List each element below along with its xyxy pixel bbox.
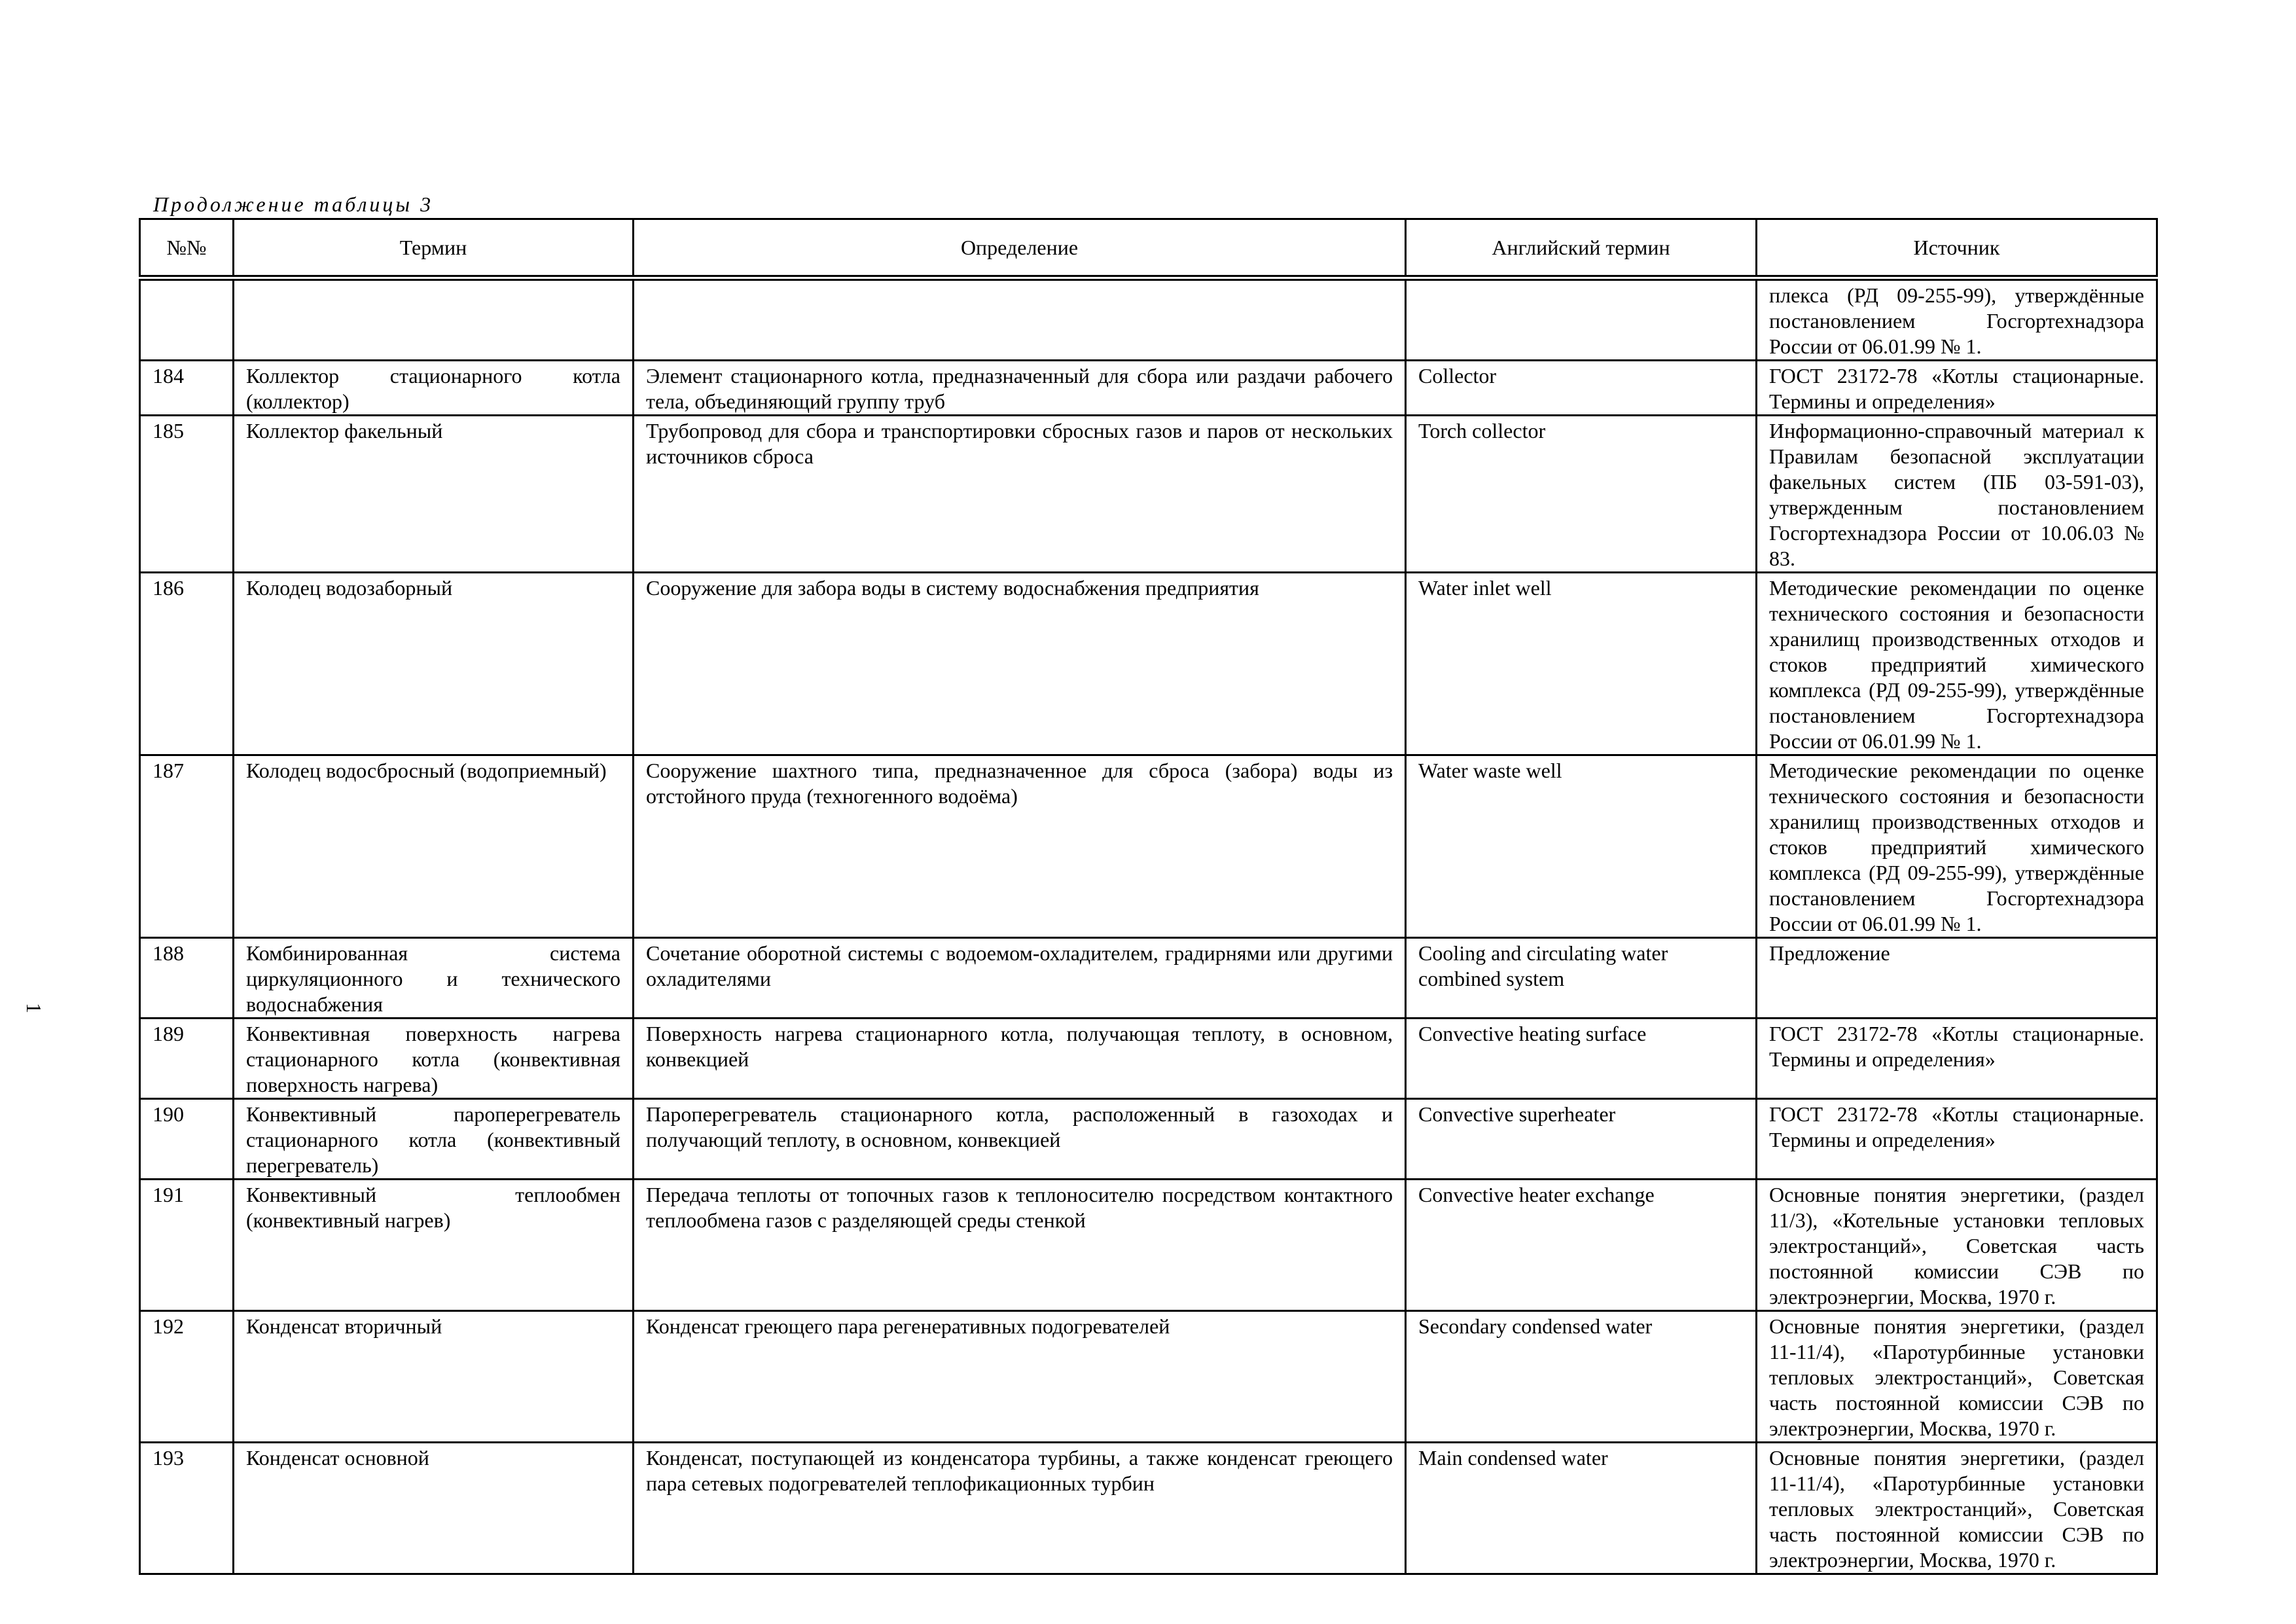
row-source: Методические рекомендации по оценке технического состояния и безопасности хранилищ производственных отходов и стоков предприятий химического комплекса (РД 09-255-99), утверждённые постановлением Госгортехнадзора России от 06.01.99 № 1. — [1757, 573, 2157, 755]
table-row — [140, 416, 2157, 573]
row-definition: Элемент стационарного котла, предназначенный для сбора или раздачи рабочего тела, объединяющий группу труб — [634, 361, 1406, 416]
row-english-term: Secondary condensed water — [1406, 1311, 1757, 1443]
table-row — [140, 573, 2157, 755]
row-definition: Поверхность нагрева стационарного котла, получающая теплоту, в основном, конвекцией — [634, 1019, 1406, 1099]
row-definition: Конденсат греющего пара регенеративных подогревателей — [634, 1311, 1406, 1443]
row-number: 188 — [140, 938, 234, 1019]
row-definition: Конденсат, поступающей из конденсатора турбины, а также конденсат греющего пара сетевых подогревателей теплофикационных турбин — [634, 1443, 1406, 1574]
row-source: плекса (РД 09-255-99), утверждённые постановлением Госгортехнадзора России от 06.01.99 № 1. — [1757, 278, 2157, 361]
row-number: 184 — [140, 361, 234, 416]
row-number: 192 — [140, 1311, 234, 1443]
row-definition: Сооружение шахтного типа, предназначенное для сброса (забора) воды из отстойного пруда (техногенного водоёма) — [634, 755, 1406, 938]
row-number: 190 — [140, 1099, 234, 1180]
row-definition: Сочетание оборотной системы с водоемом-охладителем, градирнями или другими охладителями — [634, 938, 1406, 1019]
row-term: Комбинированная система циркуляционного и технического водоснабжения — [234, 938, 634, 1019]
header-source: Источник — [1757, 219, 2157, 278]
row-term: Конвективный теплообмен (конвективный нагрев) — [234, 1180, 634, 1311]
row-source: Предложение — [1757, 938, 2157, 1019]
row-term — [234, 278, 634, 361]
row-english-term — [1406, 278, 1757, 361]
table-row — [140, 1099, 2157, 1180]
table-row — [140, 361, 2157, 416]
row-source: ГОСТ 23172-78 «Котлы стационарные. Термины и определения» — [1757, 361, 2157, 416]
table-row — [140, 1180, 2157, 1311]
row-definition — [634, 278, 1406, 361]
row-number: 185 — [140, 416, 234, 573]
row-number: 186 — [140, 573, 234, 755]
table-header-row — [140, 219, 2157, 278]
row-source: Основные понятия энергетики, (раздел 11-11/4), «Паротурбинные установки тепловых электростанций», Советская часть постоянной комиссии СЭВ по электроэнергии, Москва, 1970 г. — [1757, 1311, 2157, 1443]
table-row — [140, 938, 2157, 1019]
row-definition: Пароперегреватель стационарного котла, расположенный в газоходах и получающий теплоту, в основном, конвекцией — [634, 1099, 1406, 1180]
row-english-term: Convective superheater — [1406, 1099, 1757, 1180]
row-term: Конденсат вторичный — [234, 1311, 634, 1443]
row-number: 191 — [140, 1180, 234, 1311]
row-definition: Трубопровод для сбора и транспортировки сбросных газов и паров от нескольких источников сброса — [634, 416, 1406, 573]
header-english-term: Английский термин — [1406, 219, 1757, 278]
row-term: Колодец водосбросный (водоприемный) — [234, 755, 634, 938]
table-row — [140, 1311, 2157, 1443]
table-row — [140, 1443, 2157, 1574]
row-term: Коллектор стационарного котла (коллектор) — [234, 361, 634, 416]
terms-table — [139, 218, 2158, 1575]
row-number: 189 — [140, 1019, 234, 1099]
row-number: 193 — [140, 1443, 234, 1574]
table-row — [140, 755, 2157, 938]
row-definition: Сооружение для забора воды в систему водоснабжения предприятия — [634, 573, 1406, 755]
header-term: Термин — [234, 219, 634, 278]
page-number: 1 — [22, 1003, 46, 1013]
row-term: Конвективная поверхность нагрева стационарного котла (конвективная поверхность нагрева) — [234, 1019, 634, 1099]
row-number — [140, 278, 234, 361]
row-source: Информационно-справочный материал к Правилам безопасной эксплуатации факельных систем (ПБ 03-591-03), утвержденным постановлением Госгортехнадзора России от 10.06.03 № 83. — [1757, 416, 2157, 573]
row-english-term: Convective heating surface — [1406, 1019, 1757, 1099]
row-source: Основные понятия энергетики, (раздел 11-11/4), «Паротурбинные установки тепловых электростанций», Советская часть постоянной комиссии СЭВ по электроэнергии, Москва, 1970 г. — [1757, 1443, 2157, 1574]
row-source: Методические рекомендации по оценке технического состояния и безопасности хранилищ производственных отходов и стоков предприятий химического комплекса (РД 09-255-99), утверждённые постановлением Госгортехнадзора России от 06.01.99 № 1. — [1757, 755, 2157, 938]
row-source: ГОСТ 23172-78 «Котлы стационарные. Термины и определения» — [1757, 1019, 2157, 1099]
row-definition: Передача теплоты от топочных газов к теплоносителю посредством контактного теплообмена газов с разделяющей среды стенкой — [634, 1180, 1406, 1311]
row-english-term: Main condensed water — [1406, 1443, 1757, 1574]
table-row — [140, 278, 2157, 361]
row-english-term: Convective heater exchange — [1406, 1180, 1757, 1311]
row-term: Конвективный пароперегреватель стационарного котла (конвективный перегреватель) — [234, 1099, 634, 1180]
row-term: Колодец водозаборный — [234, 573, 634, 755]
row-english-term: Torch collector — [1406, 416, 1757, 573]
row-source: Основные понятия энергетики, (раздел 11/3), «Котельные установки тепловых электростанций», Советская часть постоянной комиссии СЭВ по электроэнергии, Москва, 1970 г. — [1757, 1180, 2157, 1311]
row-english-term: Water waste well — [1406, 755, 1757, 938]
row-source: ГОСТ 23172-78 «Котлы стационарные. Термины и определения» — [1757, 1099, 2157, 1180]
row-english-term: Cooling and circulating water combined system — [1406, 938, 1757, 1019]
row-english-term: Water inlet well — [1406, 573, 1757, 755]
header-num: №№ — [140, 219, 234, 278]
table-caption: Продолжение таблицы 3 — [153, 192, 434, 216]
row-number: 187 — [140, 755, 234, 938]
row-english-term: Collector — [1406, 361, 1757, 416]
row-term: Коллектор факельный — [234, 416, 634, 573]
table-row — [140, 1019, 2157, 1099]
header-definition: Определение — [634, 219, 1406, 278]
row-term: Конденсат основной — [234, 1443, 634, 1574]
